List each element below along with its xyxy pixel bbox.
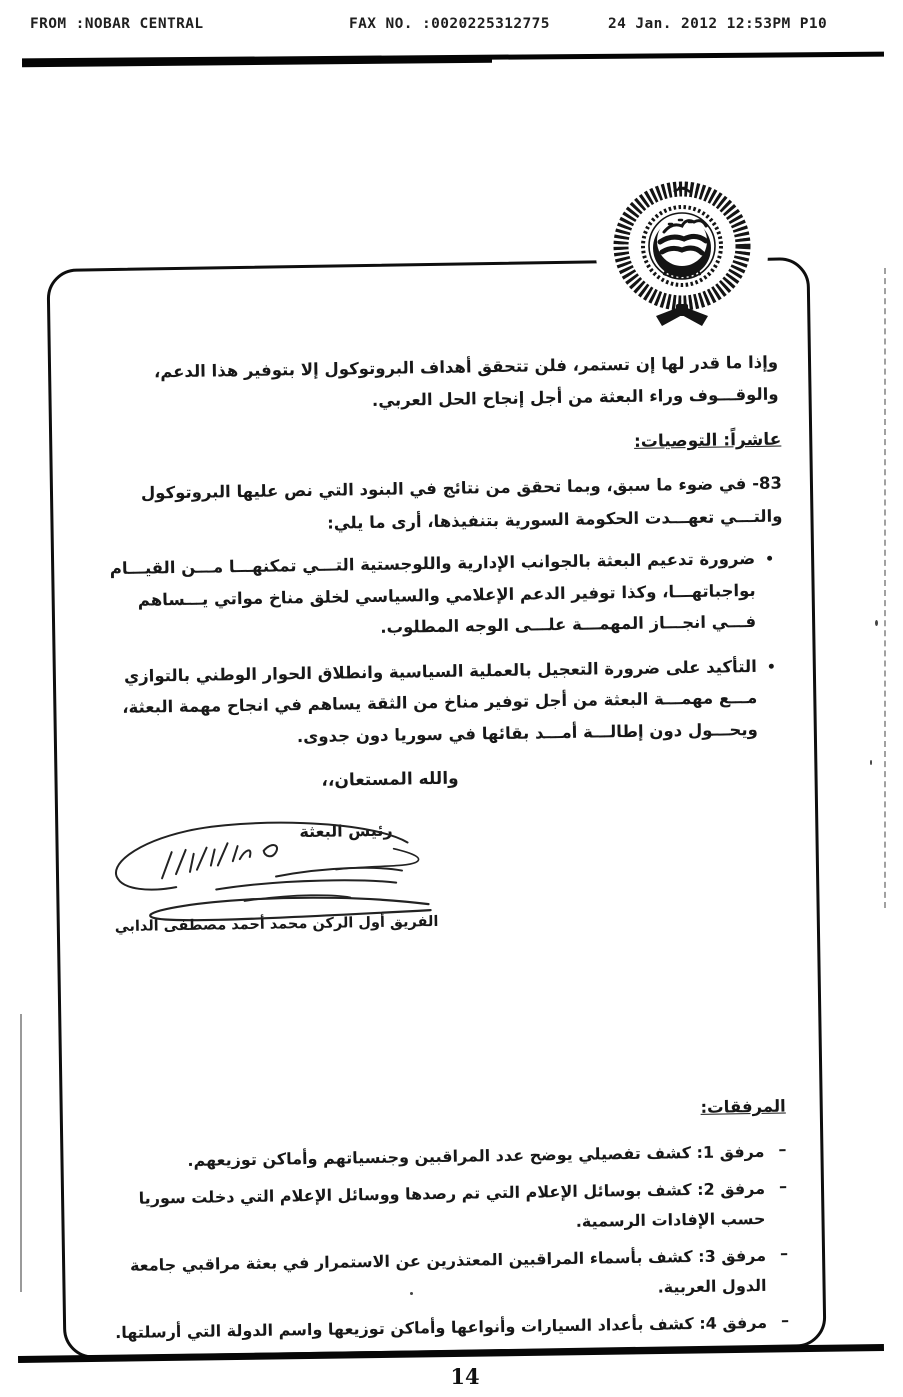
intro-paragraph: وإذا ما قدر لها إن تستمر، فلن تتحقق أهداف البروتوكول إلا بتوفير هذا الدعم، والوقـــوف وراء البعثة من أجل إنجاح الحل العربي. [153, 352, 779, 410]
attachment-item: – مرفق 2: كشف بوسائل الإعلام التي تم رصدها ووسائل الإعلام التي دخلت سوريا حسب الإفادات الرسمية. [94, 1174, 766, 1245]
arab-league-emblem-icon [594, 180, 770, 338]
recommendation-item: • ضرورة تدعيم البعثة بالجوانب الإدارية واللوجستية التـــي تمكنهـــا مـــن القيـــام بواجباتهـــا، وكذا توفير الدعم الإعلامي والسياسي لخلق مناخ مواتي يـــساهم فـــي انجـــاز المهمـــة علـــى الوجه المطلوب. [90, 543, 756, 648]
recommendation-item: • التأكيد على ضرورة التعجيل بالعملية السياسية وانطلاق الحوار الوطني بالتوازي مـــع مهمـــة البعثة من أجل توفير مناخ من الثقة يساهم في انجاح مهمة البعثة، ويحـــول دون إطالـــة أمـــد بقائها في سوريا دون جدوى. [92, 650, 758, 755]
document-border-frame [46, 257, 826, 1359]
scan-speck [870, 760, 872, 765]
document-body [50, 260, 824, 1356]
page-number: 14 [450, 1364, 480, 1389]
fax-datetime: 24 Jan. 2012 12:53PM P10 [608, 16, 828, 32]
attachment-item: – مرفق 4: كشف بأعداد السيارات وأنواعها وأماكن توزيعها واسم الدولة التي أرسلتها. [96, 1308, 767, 1349]
scan-speck [875, 620, 878, 626]
attachment-item: – مرفق 3: كشف بأسماء المراقبين المعتذرين عن الاستمرار في بعثة مراقبي جامعة الدول العربية. [95, 1241, 767, 1312]
scan-artifact-line-right [884, 268, 886, 908]
signature-name: الفريق أول الركن محمد أحمد مصطفى الدابي [114, 913, 439, 936]
closing-invocation: والله المستعان،، [321, 768, 459, 791]
scan-artifact-line-left [20, 1014, 22, 1292]
attachments-section [93, 1090, 798, 1348]
fax-sender: FROM :NOBAR CENTRAL [30, 16, 204, 32]
fax-number: FAX NO. :0020225312775 [349, 16, 550, 32]
scan-speck [410, 1292, 413, 1295]
recommendations-list [90, 542, 788, 755]
section-heading-recommendations: عاشراً: التوصيات: [633, 429, 782, 452]
attachments-heading: المرفقات: [700, 1096, 786, 1117]
signature-title: رئيس البعثة [299, 820, 393, 842]
paragraph-item-83: 83- في ضوء ما سبق، وبما تحقق من نتائج في البنود التي نص عليها البروتوكول والتـــي تعهـــدت الحكومة السورية بتنفيذها، أرى ما يلي: [140, 473, 783, 533]
signature-block [101, 812, 455, 950]
attachment-item: – مرفق 1: كشف تفصيلي يوضح عدد المراقبين وجنسياتهم وأماكن توزيعهم. [93, 1137, 764, 1178]
attachments-list [93, 1136, 797, 1348]
